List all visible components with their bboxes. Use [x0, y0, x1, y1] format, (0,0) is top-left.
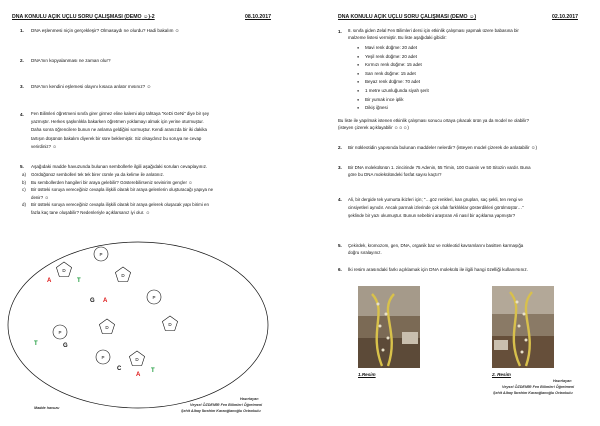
materials-list-item: ● Mavi renk düğme: 20 adet	[357, 44, 429, 53]
deoxyribose-pentagon	[56, 262, 71, 277]
right-prep-label: Hazırlayan	[553, 379, 572, 383]
right-q1-followup-line: Bu liste ile yapılmak istenen etkinlik çalışması sonucu ortaya çıkacak ürün ya da model ne olabilir?	[338, 118, 530, 123]
deoxyribose-pentagon	[129, 351, 144, 366]
nucleobase-letter: T	[34, 341, 38, 347]
right-q4-line: Ali, bir dergide tek yumurta ikizleri için; "…göz renkleri, kan grupları, saç şekli, ten rengi ve	[348, 197, 523, 202]
materials-list-item: ● Beyaz renk düğme: 70 adet	[357, 78, 429, 87]
left-q4-line: Fen Bilimleri öğretmeni sınıfa girer girmez eline kalemi alıp tahtaya "KeDi GeNi" diye bir şey	[31, 111, 210, 116]
right-q5-paragraph	[348, 242, 523, 256]
right-q4-line: şeklinde bir yazı okumuştur. Bunun sebebini araştıran Ali nasıl bir açıklama yapmıştır?	[348, 213, 516, 218]
left-q4-line: tartışın düşünün bakalım diyerek bir süre beklemiştir. Siz olsaydınız bu soruya ne cevap	[31, 135, 202, 141]
deoxyribose-pentagon	[115, 267, 130, 282]
left-q4-line: Daha sonra öğrencilere bunun ne anlama geldiğini sormuştur. Kendi aranızda bir iki dakika	[31, 127, 207, 133]
photo-2-caption: 2. Resim	[492, 372, 511, 377]
madde-havuzu-boundary	[8, 242, 268, 408]
right-prep-name: Veysel ÖZDEMİR Fen Bilimleri Öğretmeni	[502, 385, 575, 389]
right-q1-paragraph	[348, 27, 519, 41]
symbol-label: D	[62, 268, 66, 273]
symbol-label: P	[152, 295, 156, 300]
nucleobase-letter: C	[117, 366, 122, 372]
left-q1-text: DNA eşlenmesi niçin gerçekleşir? Olmasaydı ne olurdu? Hadi bakalım ☺	[31, 28, 180, 33]
subquestion-key: c)	[22, 187, 26, 193]
left-q1-number: 1.	[20, 28, 24, 33]
subquestion-text: Gördüğünüz sembolleri tek tek birer cümle ya da kelime ile anlatınız.	[31, 172, 165, 177]
left-prep-label: Hazırlayan	[240, 397, 259, 401]
symbol-label: P	[101, 355, 105, 360]
nucleobase-letter: A	[136, 372, 141, 378]
right-q1-followup	[338, 117, 529, 131]
right-q5-line: Çekirdek, kromozom, gen, DNA, organik baz ve nükleotid kavramlarını basitten karmaşığa	[348, 243, 524, 248]
right-q5-number: 5.	[338, 243, 342, 248]
left-q4-number: 4.	[20, 112, 24, 117]
left-page-date: 08.10.2017	[245, 14, 271, 20]
right-q3-number: 3.	[338, 165, 342, 170]
nucleobase-letter: T	[151, 368, 155, 374]
right-q4-paragraph	[348, 196, 524, 220]
materials-list-item: ● 1 metre uzunluğunda siyah şerit	[357, 87, 429, 96]
symbol-label: P	[58, 330, 62, 335]
left-prep-school: Şehit Albay İbrahim Karaoğlanoğlu Ortaokulu	[181, 409, 261, 413]
phosphate-circle	[96, 350, 110, 364]
subquestion-key: a)	[22, 172, 26, 177]
right-q1-line: malzeme listesi vermiştir. Bu liste aşağıdaki gibidir:	[348, 35, 447, 40]
photo-2-dna-model	[492, 286, 554, 368]
materials-list-item: ● Sarı renk düğme: 15 adet	[357, 70, 429, 79]
left-q4-line: verirdiniz? ☺	[31, 143, 57, 149]
right-q2-text: Bir nükleotidin yapısında bulunan maddeler nelerdir? (isteyen model çizerek de anlatabilir ☺)	[348, 145, 538, 150]
subquestion-text: fazla kaç tane oluşabilir? Nedenleriyle açıklarsanız iyi olur. ☺	[31, 209, 150, 215]
materials-list-item: ● Kırmızı renk düğme: 15 adet	[357, 61, 429, 70]
deoxyribose-pentagon	[162, 316, 177, 331]
materials-list-item: ● Bir yumak ince iplik	[357, 96, 429, 105]
left-q2-number: 2.	[20, 58, 24, 63]
right-page-date: 02.10.2017	[552, 14, 578, 20]
subquestion-key: d)	[22, 202, 26, 208]
right-prep-school: Şehit Albay İbrahim Karaoğlanoğlu Ortaokulu	[493, 391, 573, 395]
left-q4-line: yazmıştır. Herkes şaşkınlıkla bakarken öğretmen yoklamayı almak için yerine oturmuştur.	[31, 119, 204, 125]
materials-list	[357, 44, 429, 113]
symbol-label: D	[121, 273, 125, 278]
symbol-label: D	[135, 357, 139, 362]
right-q3-line: Bir DNA molekülünün 1. zincirinde 75 Adenin, 55 Timin, 100 Guanin ve 50 Sitozin vardır. Buna	[348, 165, 531, 170]
subquestion-text: Bu sembollerden hangileri bir araya gelebilir? Gösterebilirseniz sevinirim gençler ☺	[31, 179, 193, 185]
right-q3-paragraph	[348, 164, 531, 178]
left-q5-text: Aşağıdaki madde havuzunda bulunan sembollerle ilgili aşağıdaki soruları cevaplayınız.	[31, 164, 208, 169]
left-q3-text: DNA'nın kendini eşlemesi olayını kısaca anlatır mısınız? ☺	[31, 84, 152, 89]
symbol-label: P	[99, 252, 103, 257]
right-q1-number: 1.	[338, 29, 342, 34]
right-page-title: DNA KONULU AÇIK UÇLU SORU ÇALIŞMASI (DEMO ☺)	[338, 14, 477, 20]
materials-list-item: ● Yeşil renk düğme: 20 adet	[357, 53, 429, 62]
right-q1-followup-line: (isteyen çizerek açıklayabilir ☺☺☺)	[338, 125, 409, 130]
subquestion-key: b)	[22, 179, 26, 185]
nucleobase-letter: A	[103, 298, 108, 304]
nucleobase-letter: G	[90, 298, 95, 304]
nucleobase-letter: A	[47, 278, 52, 284]
right-q5-line: doğru sıralayınız.	[348, 250, 382, 255]
left-q3-number: 3.	[20, 84, 24, 89]
symbol-label: D	[168, 322, 172, 327]
right-q2-number: 2.	[338, 145, 342, 150]
left-page-title: DNA KONULU AÇIK UÇLU SORU ÇALIŞMASI (DEMO ☺)-2	[12, 14, 155, 20]
deoxyribose-pentagon	[99, 319, 114, 334]
right-q4-line: cinsiyetleri aynıdır. Ancak parmak izlerinde çok ufak farklılıklar gösterdikleri görülmüştür…"	[348, 205, 524, 210]
materials-list-item: ● Dikiş iğnesi	[357, 104, 429, 113]
symbol-label: D	[105, 325, 109, 330]
right-q6-number: 6.	[338, 267, 342, 272]
subquestion-text: Bir üstteki soruya vereceğiniz cevapla ilişkili olarak bir araya gelerek oluşacak yapı birimi en	[31, 202, 209, 208]
right-q6-text: İki resim arasındaki farkı açıklamak için DNA molekülü ile ilgili hangi özelliği kullanırsınız.	[348, 267, 528, 272]
right-q3-line: göre bu DNA molekülündeki fosfat sayısı kaçtır?	[348, 172, 442, 177]
left-q5-number: 5.	[20, 164, 24, 169]
right-q4-number: 4.	[338, 197, 342, 202]
photo-1-dna-model	[358, 286, 420, 368]
phosphate-circle	[147, 290, 161, 304]
right-q1-line: 8. sınıfa giden Zelal Fen Bilimleri dersi için etkinlik çalışması yapmak üzere babasına bir	[348, 28, 519, 33]
left-prep-name: Veysel ÖZDEMİR Fen Bilimleri Öğretmeni	[190, 403, 263, 407]
right-worksheet-page	[300, 0, 600, 426]
nucleobase-letter: T	[77, 278, 81, 284]
subquestion-text: Bir üstteki soruya vereceğiniz cevapla ilişkili olarak bir araya gelenlerin oluşturacağı yapıya ne	[31, 187, 214, 193]
phosphate-circle	[53, 325, 67, 339]
photo-1-caption: 1.Resim	[358, 372, 376, 377]
subquestion-text: denir? ☺	[31, 194, 49, 200]
madde-havuzu-label: Madde havuzu	[34, 406, 60, 410]
nucleobase-letter: G	[63, 343, 68, 349]
left-q2-text: DNA'nın kopyalanması ne zaman olur?	[31, 58, 111, 63]
phosphate-circle	[94, 247, 108, 261]
